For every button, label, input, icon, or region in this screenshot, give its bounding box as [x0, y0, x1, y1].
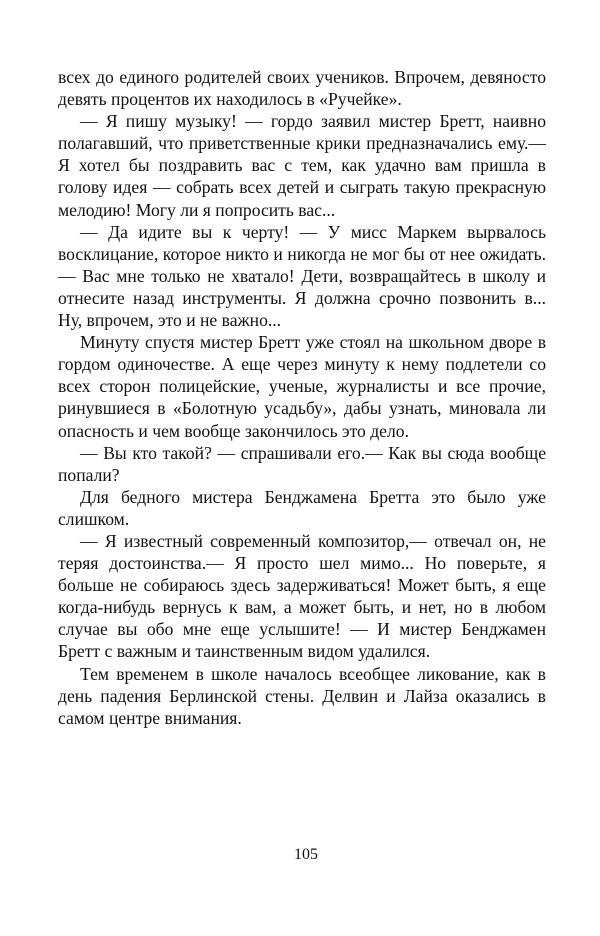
paragraph-2: — Я пишу музыку! — гордо заявил мистер Бретт, наивно полагавший, что приветственные крики предназначались ему.— Я хотел бы поздравить вас с тем, как удачно вам пришла в голову идея — собрать всех детей и сыграть такую прекрасную мелодию! Могу ли я попросить вас...	[58, 111, 546, 220]
paragraph-6: Для бедного мистера Бенджамена Бретта это было уже слишком.	[58, 486, 546, 529]
page-body	[58, 66, 546, 729]
paragraph-3: — Да идите вы к черту! — У мисс Маркем вырвалось восклицание, которое никто и никогда не мог бы от нее ожидать.— Вас мне только не хватало! Дети, возвращайтесь в школу и отнесите назад инструменты. Я должна срочно позвонить в... Ну, впрочем, это и не важно...	[58, 221, 546, 331]
paragraph-7: — Я известный современный композитор,— отвечал он, не теряя достоинства.— Я просто шел мимо... Но поверьте, я больше не собираюсь здесь задерживаться! Может быть, я еще когда-нибудь вернусь к вам, а может быть, и нет, но в любом случае вы обо мне еще услышите! — И мистер Бенджамен Бретт с важным и таинственным видом удалился.	[58, 530, 546, 662]
paragraph-8: Тем временем в школе началось всеобщее ликование, как в день падения Берлинской стены. Делвин и Лайза оказались в самом центре внимания.	[58, 663, 546, 728]
paragraph-1: всех до единого родителей своих учеников. Впрочем, девяносто девять процентов их находилось в «Ручейке».	[58, 67, 546, 110]
page-number: 105	[294, 846, 318, 863]
paragraph-5: — Вы кто такой? — спрашивали его.— Как вы сюда вообще попали?	[58, 442, 546, 485]
paragraph-4: Минуту спустя мистер Бретт уже стоял на школьном дворе в гордом одиночестве. А еще через минуту к нему подлетели со всех сторон полицейские, ученые, журналисты и все прочие, ринувшиеся в «Болотную усадьбу», дабы узнать, миновала ли опасность и чем вообще закончилось это дело.	[58, 332, 546, 441]
